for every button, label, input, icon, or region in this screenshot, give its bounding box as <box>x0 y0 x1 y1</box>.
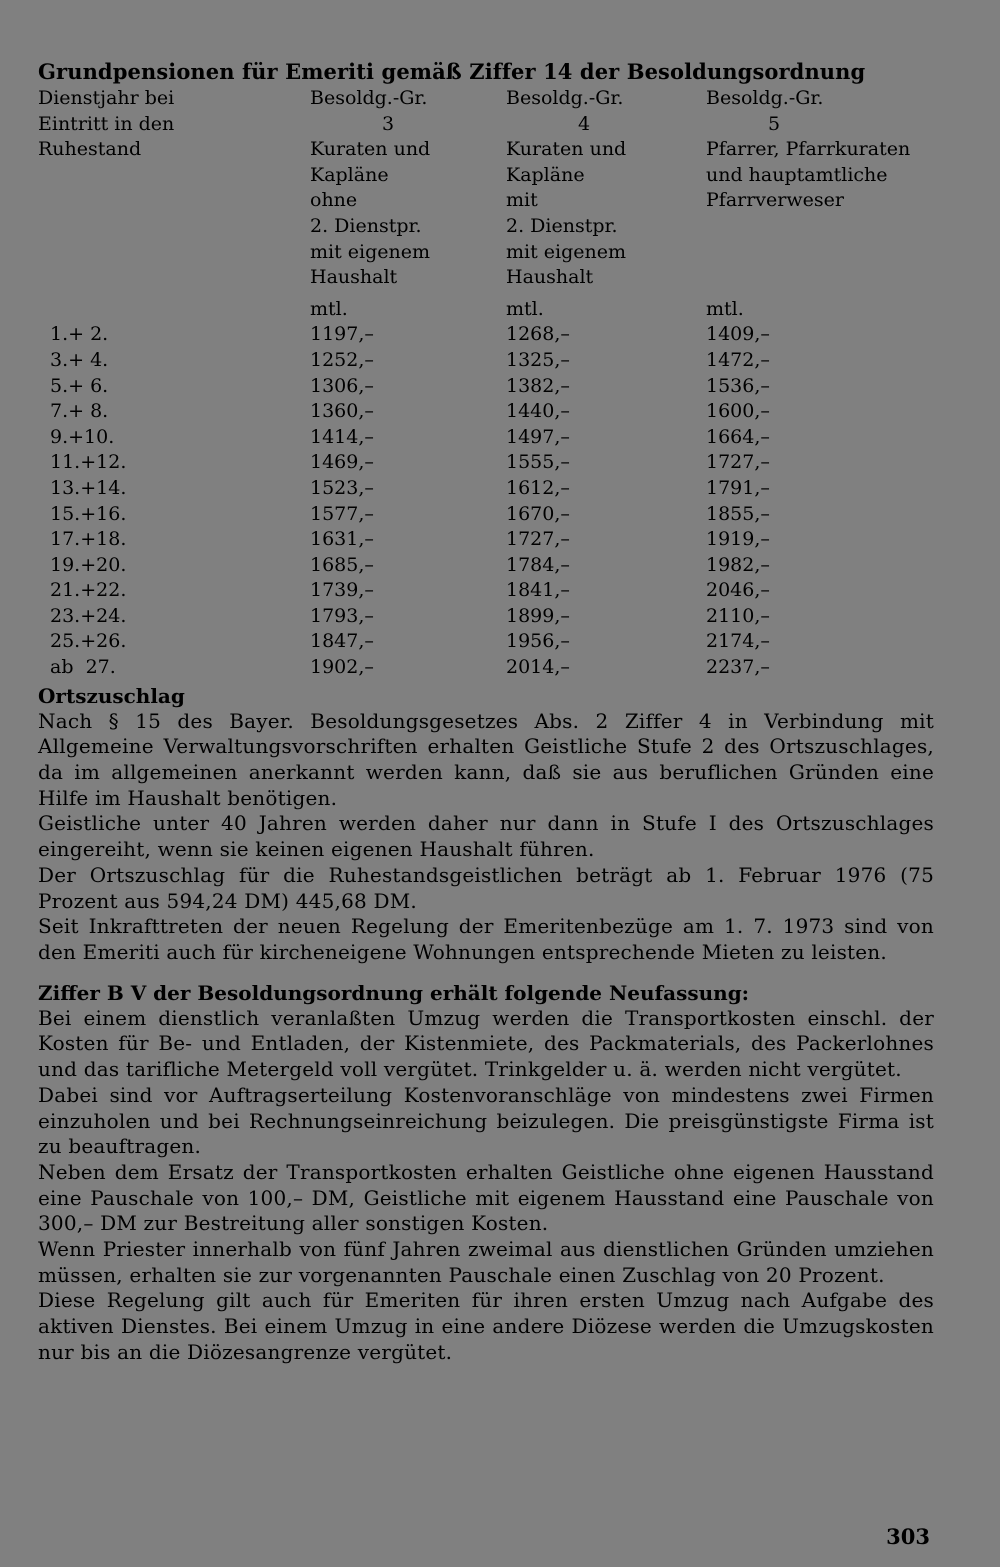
cell-g4: 1956,– <box>506 630 570 653</box>
unit-g3: mtl. <box>310 297 348 320</box>
header-line: mit eigenem <box>506 240 626 263</box>
cell-g5: 1919,– <box>706 528 770 551</box>
header-line: Haushalt <box>506 266 594 289</box>
cell-years: 7.+ 8. <box>50 400 109 423</box>
table-row <box>38 527 934 553</box>
table-title: Grundpensionen für Emeriti gemäß Ziffer 14 der Besoldungsordnung <box>38 59 866 84</box>
cell-g3: 1414,– <box>310 425 374 448</box>
cell-g5: 1536,– <box>706 374 770 397</box>
cell-g4: 1899,– <box>506 604 570 627</box>
cell-years: 13.+14. <box>50 476 127 499</box>
table-row <box>38 374 934 400</box>
cell-g5: 1982,– <box>706 553 770 576</box>
section-heading-ziffer-bv: Ziffer B V der Besoldungsordnung erhält folgende Neufassung: <box>38 980 750 1005</box>
paragraph: Der Ortszuschlag für die Ruhestandsgeistlichen beträgt ab 1. Februar 1976 (75 Prozent aus 594,24 DM) 445,68 DM. <box>38 862 934 913</box>
header-line: 4 <box>578 112 591 135</box>
section-ortszuschlag-body <box>38 709 934 966</box>
document-page <box>38 58 934 1366</box>
cell-g5: 1791,– <box>706 476 770 499</box>
cell-g5: 1600,– <box>706 400 770 423</box>
cell-years: 5.+ 6. <box>50 374 109 397</box>
cell-g3: 1902,– <box>310 656 374 679</box>
cell-years: 15.+16. <box>50 502 127 525</box>
cell-g3: 1306,– <box>310 374 374 397</box>
table-row <box>38 450 934 476</box>
header-line: Pfarrverweser <box>706 189 844 212</box>
header-group-3 <box>310 86 506 291</box>
cell-years: 25.+26. <box>50 630 127 653</box>
cell-g5: 1855,– <box>706 502 770 525</box>
header-line: 5 <box>768 112 781 135</box>
cell-g4: 1841,– <box>506 579 570 602</box>
paragraph: Dabei sind vor Auftragserteilung Kostenvoranschläge von mindestens zwei Firmen einzuholen und bei Rechnungseinreichung beizulegen. Die preisgünstigste Firma ist zu beauftragen. <box>38 1082 934 1159</box>
header-line: 2. Dienstpr. <box>506 214 618 237</box>
cell-g3: 1360,– <box>310 400 374 423</box>
cell-g5: 2110,– <box>706 604 770 627</box>
table-row <box>38 476 934 502</box>
header-line: Besoldg.-Gr. <box>706 87 824 109</box>
cell-g4: 1325,– <box>506 348 570 371</box>
cell-years: 1.+ 2. <box>50 323 109 346</box>
header-line: Haushalt <box>310 266 398 289</box>
paragraph: Wenn Priester innerhalb von fünf Jahren zweimal aus dienstlichen Gründen umziehen müssen, erhalten sie zur vorgenannten Pauschale einen Zuschlag von 20 Prozent. <box>38 1237 934 1287</box>
unit-empty <box>38 291 310 323</box>
cell-g3: 1577,– <box>310 502 374 525</box>
cell-g3: 1739,– <box>310 579 374 602</box>
cell-g5: 2237,– <box>706 656 770 679</box>
header-line: Ruhestand <box>38 138 142 161</box>
cell-g5: 1727,– <box>706 451 770 474</box>
paragraph: Nach § 15 des Bayer. Besoldungsgesetzes Abs. 2 Ziffer 4 in Verbindung mit Allgemeine Verwaltungsvorschriften erhalten Geistliche Stufe 2 des Ortszuschlages, da im allgemeinen anerkannt werden kann, daß sie aus beruflichen Gründen eine Hilfe im Haushalt benötigen. <box>38 708 934 810</box>
table-row <box>38 604 934 630</box>
cell-g3: 1631,– <box>310 528 374 551</box>
cell-g3: 1793,– <box>310 604 374 627</box>
header-line: Besoldg.-Gr. <box>310 87 428 109</box>
cell-g4: 1440,– <box>506 400 570 423</box>
cell-years: ab 27. <box>50 656 116 679</box>
cell-years: 21.+22. <box>50 579 127 602</box>
header-line: 2. Dienstpr. <box>310 214 422 237</box>
cell-g4: 1612,– <box>506 476 570 499</box>
table-row <box>38 502 934 528</box>
table-row <box>38 629 934 655</box>
header-line: Eintritt in den <box>38 112 175 135</box>
pension-table-body <box>38 86 934 681</box>
section-ziffer-bv-body <box>38 1006 934 1366</box>
cell-g4: 1727,– <box>506 528 570 551</box>
cell-g5: 2174,– <box>706 630 770 653</box>
table-row <box>38 348 934 374</box>
cell-g5: 2046,– <box>706 579 770 602</box>
cell-g3: 1252,– <box>310 348 374 371</box>
header-line: Kapläne <box>506 163 585 186</box>
pension-table <box>38 86 934 681</box>
section-heading-ortszuschlag: Ortszuschlag <box>38 683 185 708</box>
cell-g4: 1670,– <box>506 502 570 525</box>
header-line: Kapläne <box>310 163 389 186</box>
table-row <box>38 655 934 681</box>
unit-row <box>38 291 934 323</box>
cell-g3: 1685,– <box>310 553 374 576</box>
table-row <box>38 399 934 425</box>
unit-g4: mtl. <box>506 297 544 320</box>
header-line: mit <box>506 189 538 212</box>
cell-g5: 1409,– <box>706 323 770 346</box>
header-line: ohne <box>310 189 358 212</box>
paragraph: Geistliche unter 40 Jahren werden daher nur dann in Stufe I des Ortszuschlages eingereiht, wenn sie keinen eigenen Haushalt führen. <box>38 811 934 862</box>
cell-years: 23.+24. <box>50 604 127 627</box>
cell-g4: 1555,– <box>506 451 570 474</box>
cell-g4: 1497,– <box>506 425 570 448</box>
header-dienstjahr <box>38 86 310 291</box>
cell-g3: 1197,– <box>310 323 374 346</box>
header-group-5 <box>706 86 934 291</box>
header-line: Dienstjahr bei <box>38 87 175 109</box>
cell-g4: 1784,– <box>506 553 570 576</box>
header-line: mit eigenem <box>310 240 430 263</box>
header-line: und hauptamtliche <box>706 163 888 186</box>
header-line: Kuraten und <box>310 138 431 161</box>
table-row <box>38 425 934 451</box>
header-line: Kuraten und <box>506 138 627 161</box>
table-header-row <box>38 86 934 291</box>
cell-years: 3.+ 4. <box>50 348 109 371</box>
cell-g3: 1523,– <box>310 476 374 499</box>
cell-g5: 1664,– <box>706 425 770 448</box>
paragraph: Neben dem Ersatz der Transportkosten erhalten Geistliche ohne eigenen Hausstand eine Pauschale von 100,– DM, Geistliche mit eigenem Hausstand eine Pauschale von 300,– DM zur Bestreitung aller sonstigen Kosten. <box>38 1159 934 1236</box>
table-row <box>38 553 934 579</box>
cell-g4: 2014,– <box>506 656 570 679</box>
table-row <box>38 578 934 604</box>
paragraph: Diese Regelung gilt auch für Emeriten für ihren ersten Umzug nach Aufgabe des aktiven Dienstes. Bei einem Umzug in eine andere Diözese werden die Umzugskosten nur bis an die Diözesangrenze vergütet. <box>38 1288 934 1364</box>
cell-g3: 1469,– <box>310 451 374 474</box>
cell-years: 17.+18. <box>50 528 127 551</box>
cell-years: 9.+10. <box>50 425 115 448</box>
cell-years: 11.+12. <box>50 451 127 474</box>
header-line: 3 <box>382 112 395 135</box>
page-number: 303 <box>886 1524 930 1549</box>
cell-g5: 1472,– <box>706 348 770 371</box>
header-line: Pfarrer, Pfarrkuraten <box>706 138 911 161</box>
paragraph: Bei einem dienstlich veranlaßten Umzug werden die Transportkosten einschl. der Kosten für Be- und Entladen, der Kistenmiete, des Packmaterials, des Packerlohnes und das tarifliche Metergeld voll vergütet. Trinkgelder u. ä. werden nicht vergütet. <box>38 1005 934 1082</box>
cell-g4: 1382,– <box>506 374 570 397</box>
table-row <box>38 322 934 348</box>
cell-g3: 1847,– <box>310 630 374 653</box>
cell-years: 19.+20. <box>50 553 127 576</box>
paragraph: Seit Inkrafttreten der neuen Regelung der Emeritenbezüge am 1. 7. 1973 sind von den Emeriti auch für kircheneigene Wohnungen entsprechende Mieten zu leisten. <box>38 914 934 964</box>
cell-g4: 1268,– <box>506 323 570 346</box>
header-line: Besoldg.-Gr. <box>506 87 624 109</box>
unit-g5: mtl. <box>706 297 744 320</box>
header-group-4 <box>506 86 706 291</box>
